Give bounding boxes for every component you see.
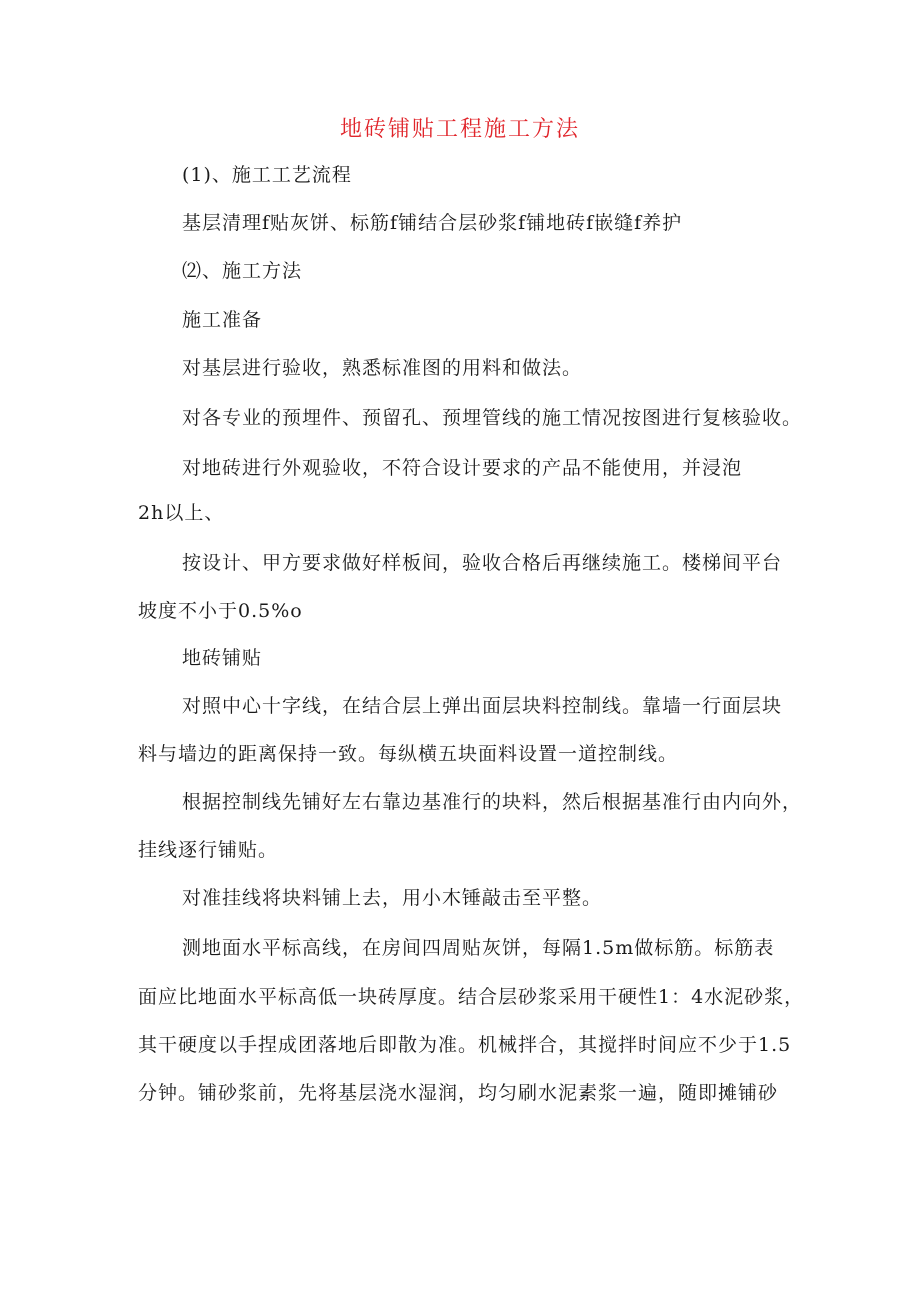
paragraph-line: 对基层进行验收，熟悉标准图的用料和做法。 <box>182 357 583 379</box>
paragraph-line: 料与墙边的距离保持一致。每纵横五块面料设置一道控制线。 <box>138 743 679 765</box>
paragraph-line: 根据控制线先铺好左右靠边基准行的块料，然后根据基准行由内向外， <box>182 791 803 813</box>
paragraph-line: 基层清理f贴灰饼、标筋f铺结合层砂浆f铺地砖f嵌缝f养护 <box>182 212 683 234</box>
paragraph-line: 分钟。铺砂浆前，先将基层浇水湿润，均匀刷水泥素浆一遍，随即摊铺砂 <box>138 1082 779 1104</box>
paragraph-line: 2h以上、 <box>138 502 225 524</box>
paragraph-line: 坡度不小于0.5%o <box>138 600 303 622</box>
section-heading: 地砖铺贴 <box>182 647 263 669</box>
paragraph-line: 对地砖进行外观验收，不符合设计要求的产品不能使用，并浸泡 <box>182 457 743 479</box>
paragraph-line: 面应比地面水平标高低一块砖厚度。结合层砂浆采用干硬性1：4水泥砂浆， <box>138 986 805 1008</box>
paragraph-line: ⑵、施工方法 <box>182 260 303 282</box>
paragraph-line: 按设计、甲方要求做好样板间，验收合格后再继续施工。楼梯间平台 <box>182 552 783 574</box>
paragraph-line: 挂线逐行铺贴。 <box>138 839 279 861</box>
paragraph-line: 对照中心十字线，在结合层上弹出面层块料控制线。靠墙一行面层块 <box>182 695 783 717</box>
paragraph-line: (1)、施工工艺流程 <box>182 164 352 186</box>
document-title: 地砖铺贴工程施工方法 <box>339 117 580 142</box>
paragraph-line: 其干硬度以手捏成团落地后即散为准。机械拌合，其搅拌时间应不少于1.5 <box>138 1034 792 1056</box>
paragraph-line: 施工准备 <box>182 309 263 331</box>
paragraph-line: 测地面水平标高线，在房间四周贴灰饼，每隔1.5m做标筋。标筋表 <box>182 937 775 959</box>
paragraph-line: 对准挂线将块料铺上去，用小木锤敲击至平整。 <box>182 887 603 909</box>
paragraph-line: 对各专业的预埋件、预留孔、预埋管线的施工情况按图进行复核验收。 <box>182 407 803 429</box>
